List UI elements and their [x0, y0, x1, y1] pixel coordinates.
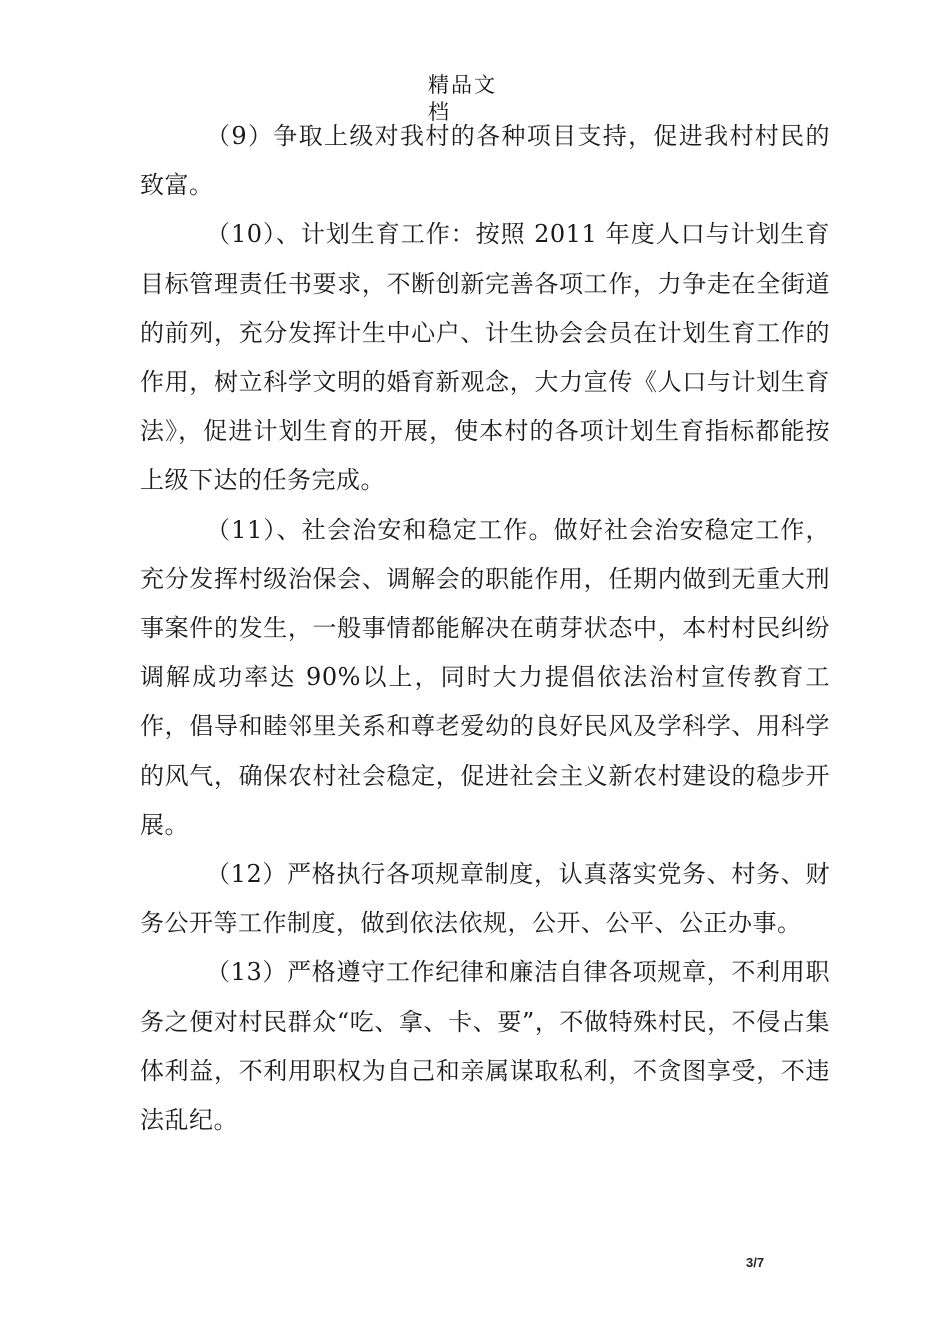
page-number: 3/7 [746, 1255, 765, 1270]
page-header-title: 精品文档 [428, 73, 497, 124]
document-body [140, 112, 830, 1145]
paragraph-item-13: （13）严格遵守工作纪律和廉洁自律各项规章，不利用职务之便对村民群众“吃、拿、卡、要”，不做特殊村民，不侵占集体利益，不利用职权为自己和亲属谋取私利，不贪图享受，不违法乱纪。 [140, 958, 830, 1135]
paragraph-item-11: （11）、社会治安和稳定工作。做好社会治安稳定工作，充分发挥村级治保会、调解会的职能作用，任期内做到无重大刑事案件的发生，一般事情都能解决在萌芽状态中，本村村民纠纷调解成功率达 90%以上，同时大力提倡依法治村宣传教育工作，倡导和睦邻里关系和尊老爱幼的良好民风及学科学、用科学的风气，确保农村社会稳定，促进社会主义新农村建设的稳步开展。 [140, 515, 830, 839]
paragraph-item-9: （9）争取上级对我村的各种项目支持，促进我村村民的致富。 [140, 122, 830, 200]
paragraph-item-10: （10）、计划生育工作：按照 2011 年度人口与计划生育目标管理责任书要求，不断创新完善各项工作，力争走在全街道的前列，充分发挥计生中心户、计生协会会员在计划生育工作的作用，树立科学文明的婚育新观念，大力宣传《人口与计划生育法》，促进计划生育的开展，使本村的各项计划生育指标都能按上级下达的任务完成。 [140, 220, 830, 495]
paragraph-item-12: （12）严格执行各项规章制度，认真落实党务、村务、财务公开等工作制度，做到依法依规，公开、公平、公正办事。 [140, 860, 830, 938]
